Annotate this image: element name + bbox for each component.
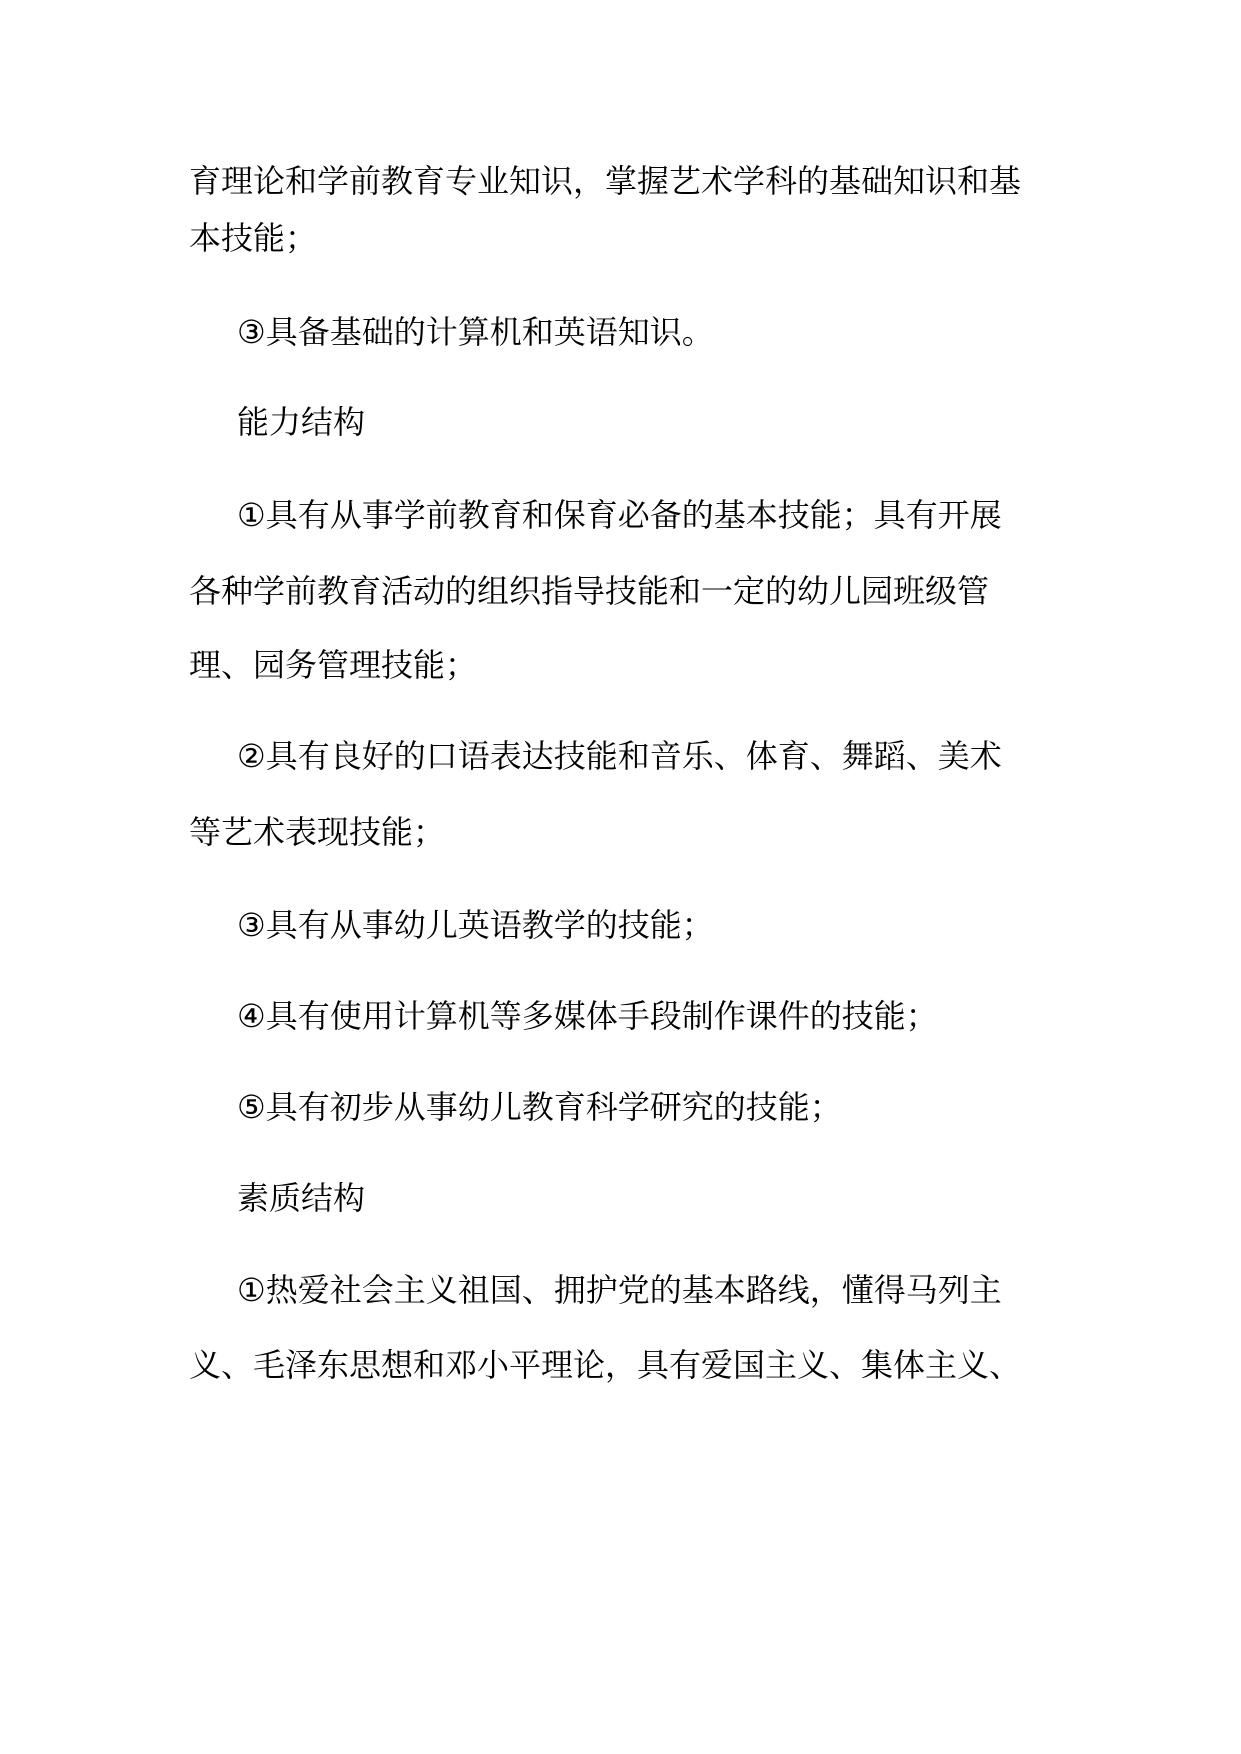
list-item: ③具有从事幼儿英语教学的技能； — [237, 906, 714, 944]
section-heading: 能力结构 — [237, 403, 366, 441]
list-item: ①热爱社会主义祖国、拥护党的基本路线，懂得马列主 — [237, 1271, 1002, 1309]
paragraph-line: 本技能； — [189, 219, 318, 257]
list-item: ③具备基础的计算机和英语知识。 — [237, 313, 714, 351]
section-heading: 素质结构 — [237, 1179, 366, 1217]
list-item: ⑤具有初步从事幼儿教育科学研究的技能； — [237, 1088, 842, 1126]
paragraph-line: 理、园务管理技能； — [189, 646, 478, 684]
paragraph-line: 义、毛泽东思想和邓小平理论，具有爱国主义、集体主义、 — [189, 1346, 1022, 1384]
list-item: ②具有良好的口语表达技能和音乐、体育、舞蹈、美术 — [237, 737, 1002, 775]
list-item: ①具有从事学前教育和保育必备的基本技能；具有开展 — [237, 496, 1002, 534]
paragraph-line: 等艺术表现技能； — [189, 813, 446, 851]
list-item: ④具有使用计算机等多媒体手段制作课件的技能； — [237, 997, 938, 1035]
paragraph-line: 各种学前教育活动的组织指导技能和一定的幼儿园班级管 — [189, 572, 990, 610]
paragraph-line: 育理论和学前教育专业知识，掌握艺术学科的基础知识和基 — [189, 162, 1022, 200]
